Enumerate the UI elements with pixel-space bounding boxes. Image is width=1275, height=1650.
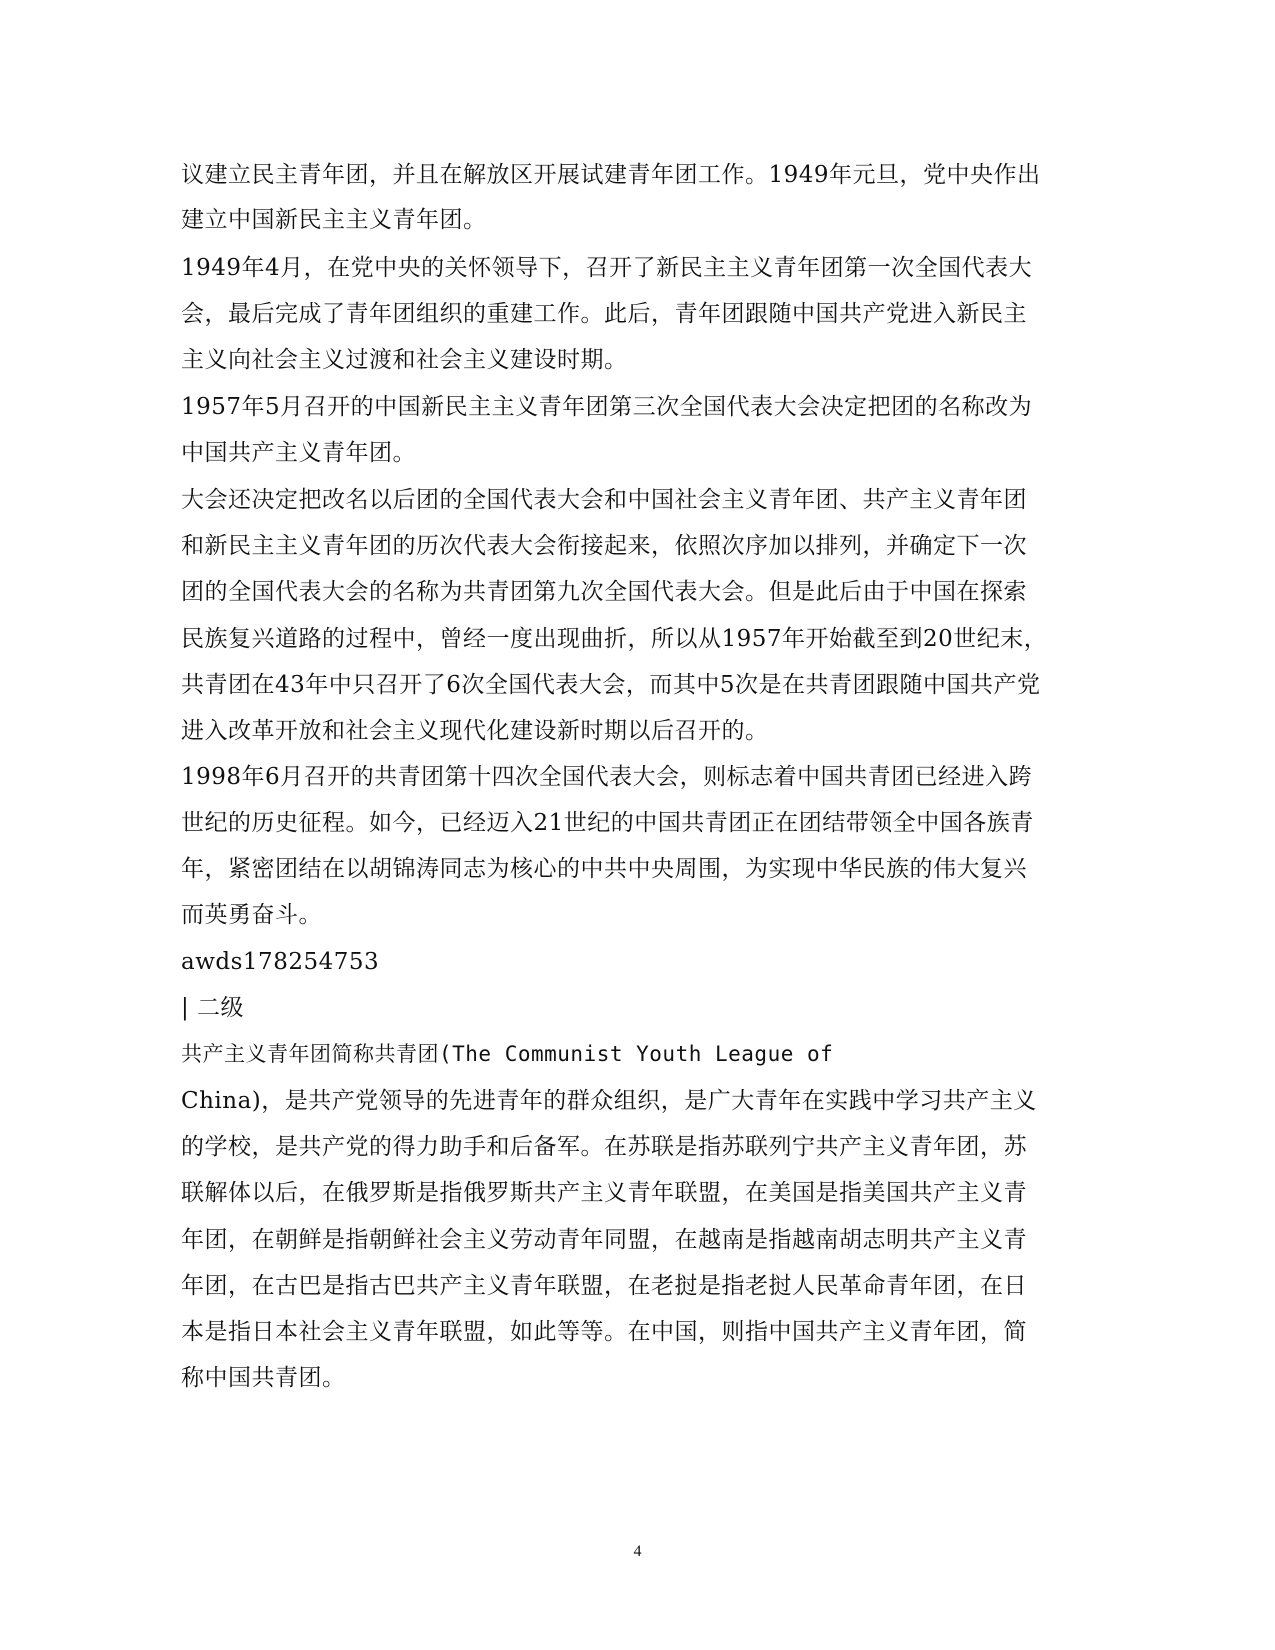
text-line: 年团，在古巴是指古巴共产主义青年联盟，在老挝是指老挝人民革命青年团，在日 bbox=[181, 1273, 1027, 1299]
text-line: 本是指日本社会主义青年联盟，如此等等。在中国，则指中国共产主义青年团，简 bbox=[181, 1319, 1027, 1345]
text-line: 1957年5月召开的中国新民主主义青年团第三次全国代表大会决定把团的名称改为 bbox=[181, 394, 1033, 420]
text-line: China)，是共产党领导的先进青年的群众组织，是广大青年在实践中学习共产主义 bbox=[181, 1088, 1037, 1114]
text-line: | 二级 bbox=[181, 995, 245, 1021]
text-line: 会，最后完成了青年团组织的重建工作。此后，青年团跟随中国共产党进入新民主 bbox=[181, 301, 1027, 327]
text-line: 而英勇奋斗。 bbox=[181, 902, 322, 928]
text-line: 团的全国代表大会的名称为共青团第九次全国代表大会。但是此后由于中国在探索 bbox=[181, 579, 1027, 605]
text-line: 年团，在朝鲜是指朝鲜社会主义劳动青年同盟，在越南是指越南胡志明共产主义青 bbox=[181, 1227, 1027, 1253]
text-line: 世纪的历史征程。如今，已经迈入21世纪的中国共青团正在团结带领全中国各族青 bbox=[181, 810, 1034, 836]
text-line: 主义向社会主义过渡和社会主义建设时期。 bbox=[181, 347, 628, 373]
text-line: 和新民主主义青年团的历次代表大会衔接起来，依照次序加以排列，并确定下一次 bbox=[181, 533, 1027, 559]
text-line: 议建立民主青年团，并且在解放区开展试建青年团工作。1949年元旦，党中央作出 bbox=[181, 162, 1041, 188]
text-line: 共青团在43年中只召开了6次全国代表大会，而其中5次是在共青团跟随中国共产党 bbox=[181, 672, 1041, 698]
text-line: 年，紧密团结在以胡锦涛同志为核心的中共中央周围，为实现中华民族的伟大复兴 bbox=[181, 856, 1027, 882]
text-line: 1998年6月召开的共青团第十四次全国代表大会，则标志着中国共青团已经进入跨 bbox=[181, 764, 1033, 790]
text-line: 进入改革开放和社会主义现代化建设新时期以后召开的。 bbox=[181, 718, 769, 744]
text-line: 共产主义青年团简称共青团(The Communist Youth League of bbox=[181, 1042, 834, 1066]
text-line: 的学校，是共产党的得力助手和后备军。在苏联是指苏联列宁共产主义青年团，苏 bbox=[181, 1134, 1027, 1160]
page-number: 4 bbox=[633, 1543, 642, 1560]
text-line: 建立中国新民主主义青年团。 bbox=[181, 207, 487, 233]
text-line: awds178254753 bbox=[181, 949, 380, 975]
text-line: 中国共产主义青年团。 bbox=[181, 440, 416, 466]
text-line: 联解体以后，在俄罗斯是指俄罗斯共产主义青年联盟，在美国是指美国共产主义青 bbox=[181, 1180, 1027, 1206]
text-line: 民族复兴道路的过程中，曾经一度出现曲折，所以从1957年开始截至到20世纪末， bbox=[181, 626, 1048, 652]
text-line: 大会还决定把改名以后团的全国代表大会和中国社会主义青年团、共产主义青年团 bbox=[181, 487, 1027, 513]
text-line: 1949年4月，在党中央的关怀领导下，召开了新民主主义青年团第一次全国代表大 bbox=[181, 255, 1033, 281]
text-line: 称中国共青团。 bbox=[181, 1365, 346, 1391]
